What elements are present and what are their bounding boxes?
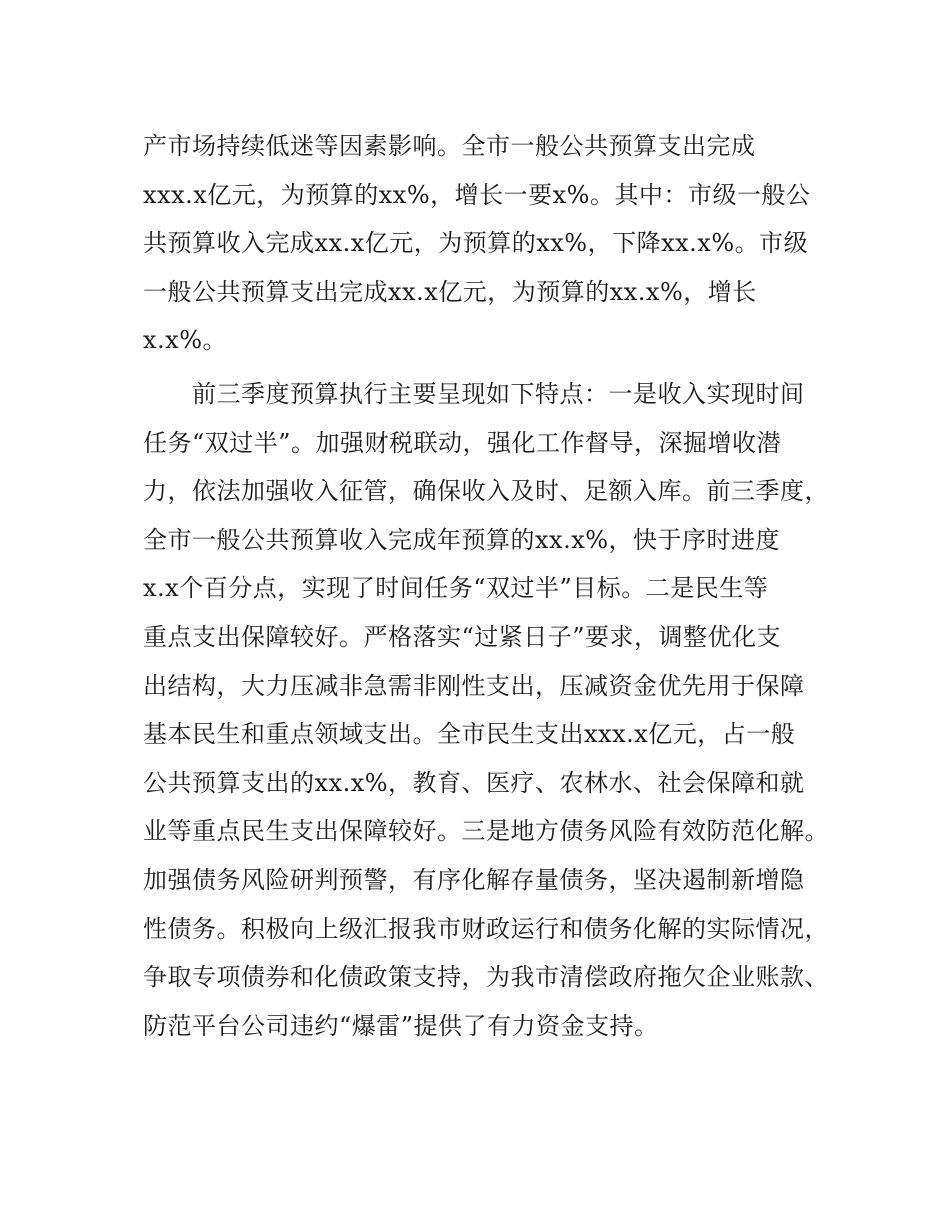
paragraph-2 [143, 370, 829, 1050]
text-line: 产市场持续低迷等因素影响。全市一般公共预算支出完成 [143, 132, 756, 160]
text-line: 业等重点民生支出保障较好。三是地方债务风险有效防范化解。 [143, 817, 829, 846]
text-line: 力，依法加强收入征管，确保收入及时、足额入库。前三季度， [143, 477, 829, 506]
text-line: x.x%。 [143, 326, 228, 355]
text-line: 一般公共预算支出完成xx.x亿元，为预算的xx.x%，增长 [143, 277, 757, 306]
text-line: 公共预算支出的xx.x%，教育、医疗、农林水、社会保障和就 [143, 768, 805, 797]
paragraph-1 [143, 122, 823, 365]
text-line: 防范平台公司违约“爆雷”提供了有力资金支持。 [143, 1011, 659, 1040]
text-line: 性债务。积极向上级汇报我市财政运行和债务化解的实际情况， [143, 914, 829, 943]
text-line: 出结构，大力压减非急需非刚性支出，压减资金优先用于保障 [143, 671, 805, 700]
text-line: xxx.x亿元，为预算的xx%，增长一要x%。其中：市级一般公 [143, 180, 811, 209]
text-line: 加强债务风险研判预警，有序化解存量债务，坚决遏制新增隐 [143, 865, 805, 894]
text-line: x.x个百分点，实现了时间任务“双过半”目标。二是民生等 [143, 574, 769, 603]
text-line: 全市一般公共预算收入完成年预算的xx.x%，快于序时进度 [143, 525, 781, 554]
text-line: 共预算收入完成xx.x亿元，为预算的xx%，下降xx.x%。市级 [143, 229, 809, 258]
text-line: 争取专项债券和化债政策支持，为我市清偿政府拖欠企业账款、 [143, 963, 829, 992]
text-line: 重点支出保障较好。严格落实“过紧日子”要求，调整优化支 [143, 622, 782, 651]
body-text [143, 122, 829, 1050]
text-line: 基本民生和重点领域支出。全市民生支出xxx.x亿元，占一般 [143, 720, 796, 749]
text-line: 任务“双过半”。加强财税联动，强化工作督导，深掘增收潜 [143, 428, 782, 457]
text-line: 前三季度预算执行主要呈现如下特点：一是收入实现时间 [143, 379, 805, 408]
